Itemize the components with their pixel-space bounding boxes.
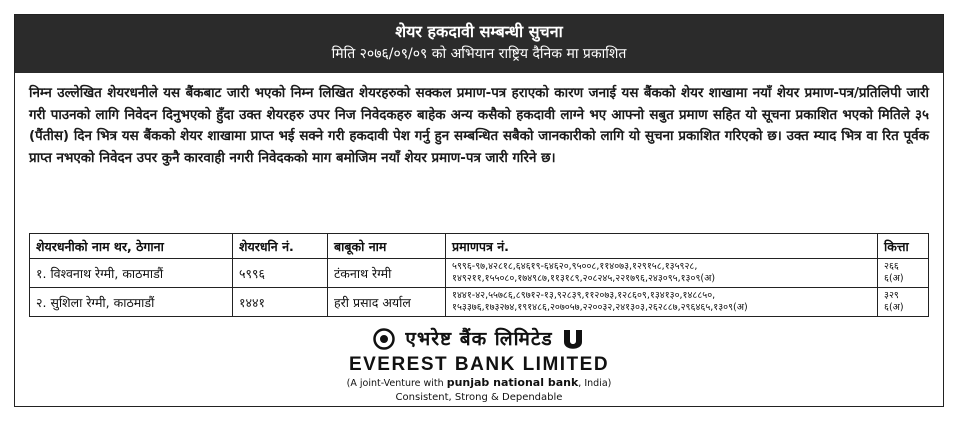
col-header-name: शेयरधनीको नाम थर, ठेगाना	[30, 234, 233, 259]
cell-kitta	[878, 288, 929, 317]
kitta-line: ६(अ)	[884, 273, 904, 284]
cell-kitta	[878, 259, 929, 288]
col-header-kitta: कित्ता	[878, 234, 929, 259]
share-certificate-table	[29, 233, 929, 317]
jv-prefix: (A joint-Venture with	[346, 378, 447, 389]
bank-tagline: Consistent, Strong & Dependable	[395, 392, 563, 403]
cell-certificate	[446, 288, 878, 317]
cell-certificate	[446, 259, 878, 288]
bank-footer	[15, 327, 943, 405]
cell-holder-no: ५९९६	[233, 259, 328, 288]
share-claim-notice	[14, 14, 944, 407]
col-header-holder-no: शेयरधनि नं.	[233, 234, 328, 259]
table-row	[30, 259, 929, 288]
kitta-line: २६६	[884, 261, 899, 272]
bank-name-nepali-row	[373, 327, 584, 351]
notice-header	[15, 15, 943, 73]
jv-partner: punjab national bank	[446, 376, 579, 389]
notice-title: शेयर हकदावी सम्बन्धी सुचना	[395, 22, 563, 41]
joint-venture-note	[15, 376, 943, 391]
col-header-certificate: प्रमाणपत्र नं.	[446, 234, 878, 259]
jv-suffix: , India)	[578, 378, 612, 389]
cell-name: २. सुशिला रेग्मी, काठमाडौं	[30, 288, 233, 317]
notice-subtitle: मिति २०७६/०९/०९ को अभियान राष्ट्रिय दैनिक मा प्रकाशित	[331, 46, 627, 62]
col-header-father: बाबूको नाम	[328, 234, 446, 259]
bank-name-nepali: एभरेष्ट बैंक लिमिटेड	[405, 328, 553, 350]
kitta-line: ६(अ)	[884, 302, 904, 313]
kitta-line: ३२९	[884, 290, 899, 301]
table-row	[30, 288, 929, 317]
certificate-line: ५९९६-९७,४२८१८,६४६१९-६४६२०,९५००८,११४०७३,१२९१५८,१३५९२८,	[452, 261, 698, 272]
bank-name-english: EVEREST BANK LIMITED	[348, 354, 610, 375]
cell-father: टंकनाथ रेग्मी	[328, 259, 446, 288]
cell-father: हरी प्रसाद अर्याल	[328, 288, 446, 317]
cell-name: १. विश्वनाथ रेग्मी, काठमाडौं	[30, 259, 233, 288]
certificate-line: १५३३७६,१७३२७४,१९१४८६,२०७०५७,२२००३२,२४१३०३,२६२८८७,२९६४६५,१३०९(अ)	[452, 302, 748, 313]
everest-bank-emblem-icon	[561, 328, 585, 350]
everest-bank-logo-icon	[373, 328, 397, 350]
certificate-line: १४४१-४२,५५७८६,८९७१२-१३,९२८३९,११२०७३,१२८६०९,१३४१३०,१४८८५०,	[452, 290, 716, 301]
notice-paragraph: निम्न उल्लेखित शेयरधनीले यस बैंकबाट जारी भएको निम्न लिखित शेयरहरुको सक्कल प्रमाण-पत्र हराएको कारण जनाई यस बैंकको शेयर शाखामा नयाँ शेयर प्रमाण-पत्र/प्रतिलिपी जारी गरी पाउनको लागि निवेदन दिनुभएको हुँदा उक्त शेयरहरु उपर निज निवेदकहरु बाहेक अन्य कसैको हकदावी लाग्ने भए आफ्नो सबुत प्रमाण सहित यो सूचना प्रकाशित भएको मितिले ३५ (पैंतीस) दिन भित्र यस बैंकको शेयर शाखामा प्राप्त भई सक्ने गरी हकदावी पेश गर्नु हुन सम्बन्धित सबैको जानकारीको लागि यो सुचना प्रकाशित गरिएको छ। उक्त म्याद भित्र वा रित पूर्वक प्राप्त नभएको निवेदन उपर कुनै कारवाही नगरी निवेदकको माग बमोजिम नयाँ शेयर प्रमाण-पत्र जारी गरिने छ।	[29, 86, 929, 166]
certificate-line: १४९२११,१५५०८०,१७४९८७,११३१८९,२०८२४५,२२१७९६,२४३०९५,१३०९(अ)	[452, 273, 716, 284]
table-header-row	[30, 234, 929, 259]
cell-holder-no: १४४१	[233, 288, 328, 317]
